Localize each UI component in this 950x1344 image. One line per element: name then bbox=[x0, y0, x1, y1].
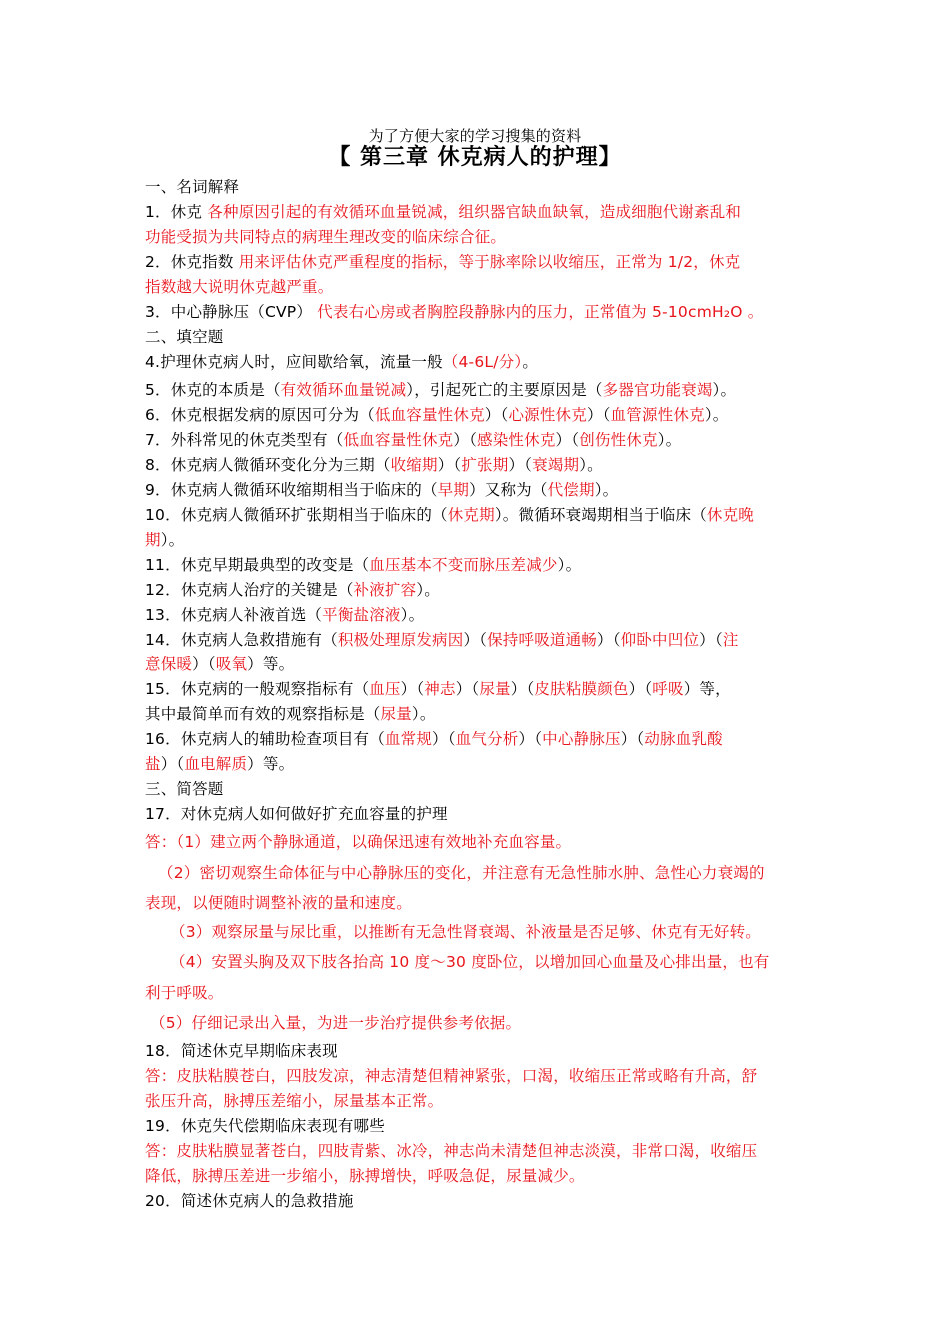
answer-17-line-2: （2）密切观察生命体征与中心静脉压的变化，并注意有无急性肺水肿、急性心力衰竭的 bbox=[158, 864, 765, 882]
question-8: 8．休克病人微循环变化分为三期（收缩期）（扩张期）（衰竭期）。 bbox=[145, 456, 603, 474]
question-7: 7．外科常见的休克类型有（低血容量性休克）（感染性休克）（创伤性休克）。 bbox=[145, 431, 682, 449]
answer-17-line-4: （4）安置头胸及双下肢各抬高 10 度～30 度卧位，以增加回心血量及心排出量，也有 bbox=[170, 953, 770, 971]
question-16: 16．休克病人的辅助检查项目有（血常规）（血气分析）（中心静脉压）（动脉血乳酸 bbox=[145, 730, 723, 748]
question-19: 19．休克失代偿期临床表现有哪些 bbox=[145, 1117, 385, 1135]
question-12: 12．休克病人治疗的关键是（补液扩容）。 bbox=[145, 581, 440, 599]
question-18: 18．简述休克早期临床表现 bbox=[145, 1042, 338, 1060]
answer-19-line-1: 答：皮肤粘膜显著苍白，四肢青紫、冰冷，神志尚未清楚但神志淡漠，非常口渴，收缩压 bbox=[145, 1142, 758, 1160]
answer-17-line-3: （3）观察尿量与尿比重，以推断有无急性肾衰竭、补液量是否足够、休克有无好转。 bbox=[170, 923, 761, 941]
term-1-cont: 功能受损为共同特点的病理生理改变的临床综合征。 bbox=[145, 228, 507, 246]
answer-17-line-4b: 利于呼吸。 bbox=[145, 984, 224, 1002]
question-20: 20．简述休克病人的急救措施 bbox=[145, 1192, 354, 1210]
question-13: 13．休克病人补液首选（平衡盐溶液）。 bbox=[145, 606, 425, 624]
doc-subtitle: 为了方便大家的学习搜集的资料 bbox=[368, 127, 582, 145]
term-1: 1．休克 各种原因引起的有效循环血量锐减，组织器官缺血缺氧，造成细胞代谢紊乱和 bbox=[145, 203, 742, 221]
answer-17-line-1: 答：（1）建立两个静脉通道，以确保迅速有效地补充血容量。 bbox=[145, 833, 572, 851]
answer-17-line-5: （5）仔细记录出入量，为进一步治疗提供参考依据。 bbox=[150, 1014, 522, 1032]
section-heading-2: 二、填空题 bbox=[145, 328, 224, 346]
question-15: 15．休克病的一般观察指标有（血压）（神志）（尿量）（皮肤粘膜颜色）（呼吸）等， bbox=[145, 680, 731, 698]
answer-18-line-2: 张压升高，脉搏压差缩小，尿量基本正常。 bbox=[145, 1092, 444, 1110]
question-4: 4.护理休克病人时，应间歇给氧，流量一般（4-6L/分）。 bbox=[145, 353, 539, 371]
question-16-cont: 盐）（血电解质）等。 bbox=[145, 755, 295, 773]
answer-18-line-1: 答：皮肤粘膜苍白，四肢发凉，神志清楚但精神紧张，口渴，收缩压正常或略有升高，舒 bbox=[145, 1067, 758, 1085]
term-2-cont: 指数越大说明休克越严重。 bbox=[145, 278, 334, 296]
question-10: 10．休克病人微循环扩张期相当于临床的（休克期）。微循环衰竭期相当于临床（休克晚 bbox=[145, 506, 755, 524]
question-14-cont: 意保暖）（吸氧）等。 bbox=[145, 655, 295, 673]
answer-17-line-2b: 表现，以便随时调整补液的量和速度。 bbox=[145, 894, 412, 912]
question-17: 17．对休克病人如何做好扩充血容量的护理 bbox=[145, 805, 448, 823]
section-heading-1: 一、名词解释 bbox=[145, 178, 240, 196]
question-5: 5．休克的本质是（有效循环血量锐减），引起死亡的主要原因是（多器官功能衰竭）。 bbox=[145, 381, 737, 399]
doc-title: 【 第三章 休克病人的护理】 bbox=[328, 145, 622, 170]
question-15-cont: 其中最简单而有效的观察指标是（尿量）。 bbox=[145, 705, 436, 723]
section-heading-3: 三、简答题 bbox=[145, 780, 224, 798]
answer-19-line-2: 降低，脉搏压差进一步缩小，脉搏增快，呼吸急促，尿量减少。 bbox=[145, 1167, 585, 1185]
question-10-cont: 期）。 bbox=[145, 531, 185, 549]
term-2: 2．休克指数 用来评估休克严重程度的指标，等于脉率除以收缩压，正常为 1/2，休克 bbox=[145, 253, 741, 271]
question-9: 9．休克病人微循环收缩期相当于临床的（早期）又称为（代偿期）。 bbox=[145, 481, 619, 499]
question-11: 11．休克早期最典型的改变是（血压基本不变而脉压差减少）。 bbox=[145, 556, 582, 574]
question-14: 14．休克病人急救措施有（积极处理原发病因）（保持呼吸道通畅）（仰卧中凹位）（注 bbox=[145, 631, 739, 649]
term-3: 3．中心静脉压（CVP） 代表右心房或者胸腔段静脉内的压力，正常值为 5-10cmH₂O 。 bbox=[145, 303, 764, 321]
question-6: 6．休克根据发病的原因可分为（低血容量性休克）（心源性休克）（血管源性休克）。 bbox=[145, 406, 729, 424]
